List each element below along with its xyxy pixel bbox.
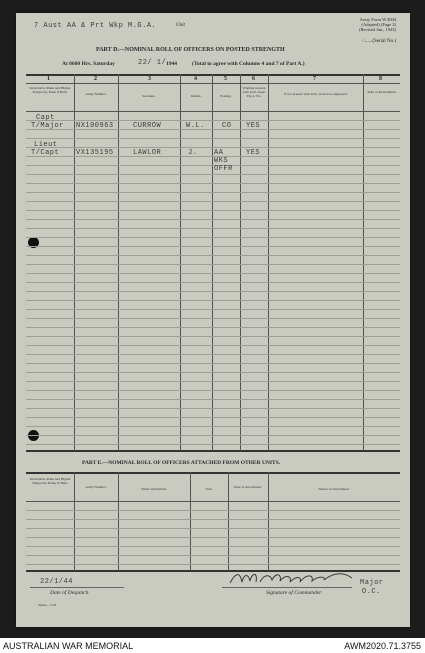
ruled-line [26,345,400,346]
col-num-4: 4 [194,76,197,82]
col-num-1: 1 [47,76,50,82]
row2-army-number: VX135195 [76,149,114,157]
e-header-unit: Unit. [205,487,213,491]
row2-initials: J. [188,149,198,157]
commander-rank: Major [360,579,384,587]
ruled-line [26,381,400,382]
e-header-name: Name and Initials. [141,487,167,491]
ruled-line [26,246,400,247]
ruled-line [26,291,400,292]
serial-number: /.......(Serial No.) [362,39,396,44]
ruled-line [26,444,400,445]
row2-rank-line1: Lieut [34,141,58,149]
ruled-line [26,363,400,364]
ruled-line [26,165,400,166]
header-employment: If not present with Unit, state how employed. [284,92,348,96]
col-num-6: 6 [252,76,255,82]
commander-rank-2: O.C. [362,588,381,596]
form-reference [359,17,396,32]
e-header-rank: Substantive Rank and Higher Temporary Rank, if Held. [29,477,71,485]
e-header-nature: Nature of Attachment. [318,487,350,491]
header-army-number: Army Number. [85,92,107,96]
ruled-line [26,354,400,355]
ruled-line [26,372,400,373]
ruled-line [26,201,400,202]
signature-label: Signature of Commander [266,590,322,596]
ruled-line [26,528,400,529]
ruled-line [26,426,400,427]
col-num-8: 8 [379,76,382,82]
row1-rank-line2: T/Major [31,122,64,130]
archive-footer [0,638,425,653]
form-sheet [16,13,410,627]
roll-year: 1944 [166,61,177,67]
col-num-3: 3 [148,76,151,82]
form-revised: (Revised Jan., 1943) [359,27,396,32]
at-hours-label: At 0600 Hrs. Saturday [62,61,115,67]
ruled-line [26,138,400,139]
row2-present: YES [246,149,261,157]
unit-label: Unit [176,23,185,28]
ruled-line [26,327,400,328]
ruled-line [26,519,400,520]
ruled-line [26,264,400,265]
ruled-line [26,300,400,301]
ruled-line [26,390,400,391]
row1-surname: CURROW [133,122,162,130]
ruled-line [26,273,400,274]
header-present: Whether present with Unit. Insert Yes or No. [242,86,266,98]
header-posting: Posting. [220,94,232,98]
ruled-line [26,417,400,418]
despatch-label: Date of Despatch [50,590,89,596]
form-name: Army Form W.3004 [359,17,396,22]
ruled-line [26,537,400,538]
ruled-line [26,282,400,283]
row1-present: YES [246,122,261,130]
row2-rank-line2: T/Capt [31,149,60,157]
ruled-line [26,183,400,184]
despatch-date: 22/1/44 [40,578,73,586]
col-num-7: 7 [313,76,316,82]
archive-reference: AWM2020.71.3755 [344,641,421,651]
row1-posting: CO [222,122,232,130]
ruled-line [26,555,400,556]
header-detachment: Date of Detachment. [367,90,397,94]
ruled-line [26,237,400,238]
row2-surname: LAWLOR [133,149,162,157]
ruled-line [26,174,400,175]
ruled-line [26,564,400,565]
ruled-line [26,408,400,409]
e-header-date: Date of Attachment. [233,485,263,489]
ruled-line [26,318,400,319]
col-num-2: 2 [94,76,97,82]
ruled-line [26,435,400,436]
header-rank: Substantive Rank and Higher Temporary Rank if Held. [29,86,71,94]
archive-name: AUSTRALIAN WAR MEMORIAL [3,641,134,651]
row2-posting: AA WKS OFFR [214,149,233,173]
ruled-line [26,546,400,547]
ruled-line [26,219,400,220]
ruled-line [26,192,400,193]
row1-army-number: NX100963 [76,122,114,130]
header-surname: Surname. [142,94,156,98]
row1-rank-line1: Capt [36,114,55,122]
commander-signature [226,568,356,588]
ruled-line [26,399,400,400]
ruled-line [26,228,400,229]
header-initials: Initials. [190,94,202,98]
col-num-5: 5 [224,76,227,82]
part-d-title: PART D.—NOMINAL ROLL OF OFFICERS ON POSTED STRENGTH [96,47,285,53]
roll-date: 22/ 1/ [138,59,167,67]
ruled-line [26,147,400,148]
form-adapted: (Adapted) (Page 2) [361,22,396,27]
total-note: (Total to agree with Columns 4 and 7 of Part A.) [192,61,305,67]
ruled-line [26,309,400,310]
part-e-title: PART E.—NOMINAL ROLL OF OFFICERS ATTACHED FROM OTHER UNITS. [82,460,281,466]
ruled-line [26,336,400,337]
ruled-line [26,120,400,121]
e-header-army-number: Army Number. [85,485,107,489]
ruled-line [26,210,400,211]
ruled-line [26,510,400,511]
row1-initials: W.L. [186,122,205,130]
printer-imprint: Tesito—7/43 [38,603,57,607]
unit-name: 7 Aust AA & Prt Wkp M.G.A. [34,22,157,30]
ruled-line [26,255,400,256]
